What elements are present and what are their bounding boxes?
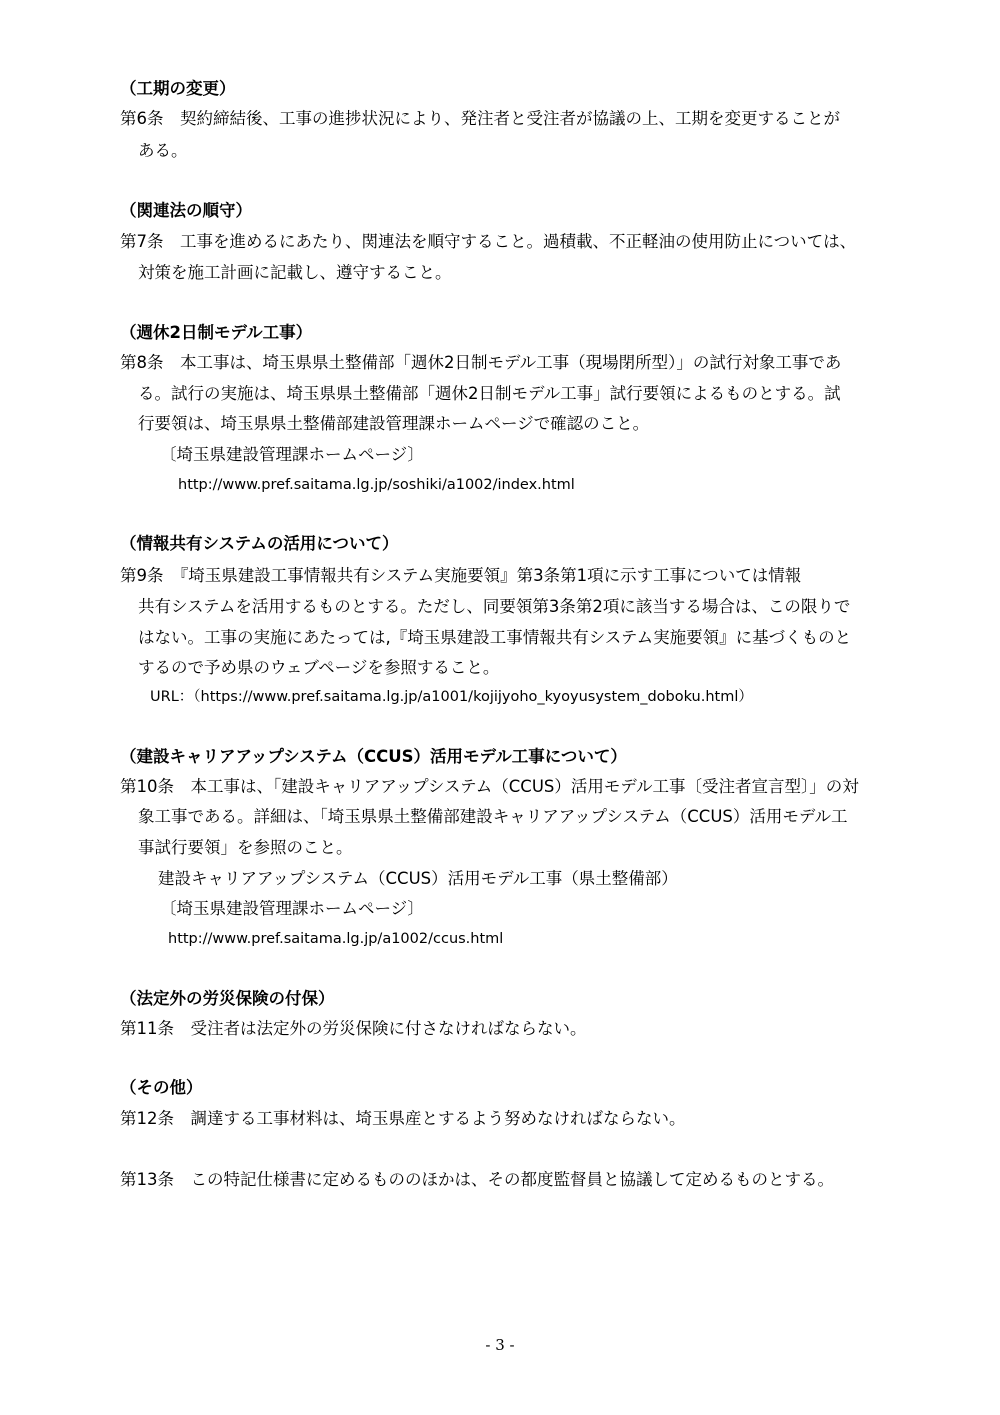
article-8-line-3: 行要領は、埼玉県県土整備部建設管理課ホームページで確認のこと。	[138, 414, 650, 433]
article-10-line-2: 象工事である。詳細は、「埼玉県県土整備部建設キャリアアップシステム（CCUS）活用モデル工	[138, 807, 848, 826]
article-8-line-1: 第8条 本工事は、埼玉県県土整備部「週休2日制モデル工事（現場閉所型）」の試行対象工事であ	[120, 353, 842, 372]
section-heading-workers-insurance: （法定外の労災保険の付保）	[120, 989, 335, 1008]
ccus-url-link[interactable]: http://www.pref.saitama.lg.jp/a1002/ccus.html	[168, 931, 504, 947]
homepage-url-link[interactable]: http://www.pref.saitama.lg.jp/soshiki/a1002/index.html	[178, 477, 575, 493]
article-11-line-1: 第11条 受注者は法定外の労災保険に付さなければならない。	[120, 1019, 587, 1038]
article-6-line-1: 第6条 契約締結後、工事の進捗状況により、発注者と受注者が協議の上、工期を変更することが	[120, 109, 840, 128]
article-7-line-2: 対策を施工計画に記載し、遵守すること。	[138, 263, 452, 282]
homepage-label: 〔埼玉県建設管理課ホームページ〕	[160, 445, 424, 464]
page-number: - 3 -	[485, 1336, 515, 1354]
article-10-line-3: 事試行要領」を参照のこと。	[138, 838, 353, 857]
article-12-line-1: 第12条 調達する工事材料は、埼玉県産とするよう努めなければならない。	[120, 1109, 686, 1128]
article-8-line-2: る。試行の実施は、埼玉県県土整備部「週休2日制モデル工事」試行要領によるものとする。試	[138, 384, 841, 403]
article-9-line-2: 共有システムを活用するものとする。ただし、同要領第3条第2項に該当する場合は、この限りで	[138, 597, 851, 616]
article-9-line-3: はない。工事の実施にあたっては,『埼玉県建設工事情報共有システム実施要領』に基づくものと	[138, 628, 852, 647]
article-13-line-1: 第13条 この特記仕様書に定めるもののほかは、その都度監督員と協議して定めるものとする。	[120, 1170, 834, 1189]
section-heading-two-day-weekend: （週休2日制モデル工事）	[120, 323, 313, 342]
ccus-homepage-label: 〔埼玉県建設管理課ホームページ〕	[160, 899, 424, 918]
section-heading-other: （その他）	[120, 1078, 203, 1097]
info-sharing-url-link[interactable]: URL：（https://www.pref.saitama.lg.jp/a1001/kojijyoho_kyoyusystem_doboku.html）	[150, 689, 753, 705]
section-heading-schedule-change: （工期の変更）	[120, 79, 236, 98]
article-9-line-4: するので予め県のウェブページを参照すること。	[138, 658, 500, 677]
section-heading-ccus: （建設キャリアアップシステム（CCUS）活用モデル工事について）	[120, 747, 627, 766]
article-9-line-1: 第9条 『埼玉県建設工事情報共有システム実施要領』第3条第1項に示す工事については情報	[120, 566, 802, 585]
ccus-model-label: 建設キャリアアップシステム（CCUS）活用モデル工事（県土整備部）	[158, 869, 678, 888]
article-10-line-1: 第10条 本工事は、「建設キャリアアップシステム（CCUS）活用モデル工事〔受注者宣言型〕」の対	[120, 777, 859, 796]
article-6-line-2: ある。	[138, 141, 188, 160]
section-heading-info-sharing: （情報共有システムの活用について）	[120, 534, 399, 553]
section-heading-law-compliance: （関連法の順守）	[120, 201, 252, 220]
article-7-line-1: 第7条 工事を進めるにあたり、関連法を順守すること。過積載、不正軽油の使用防止については、	[120, 232, 857, 251]
